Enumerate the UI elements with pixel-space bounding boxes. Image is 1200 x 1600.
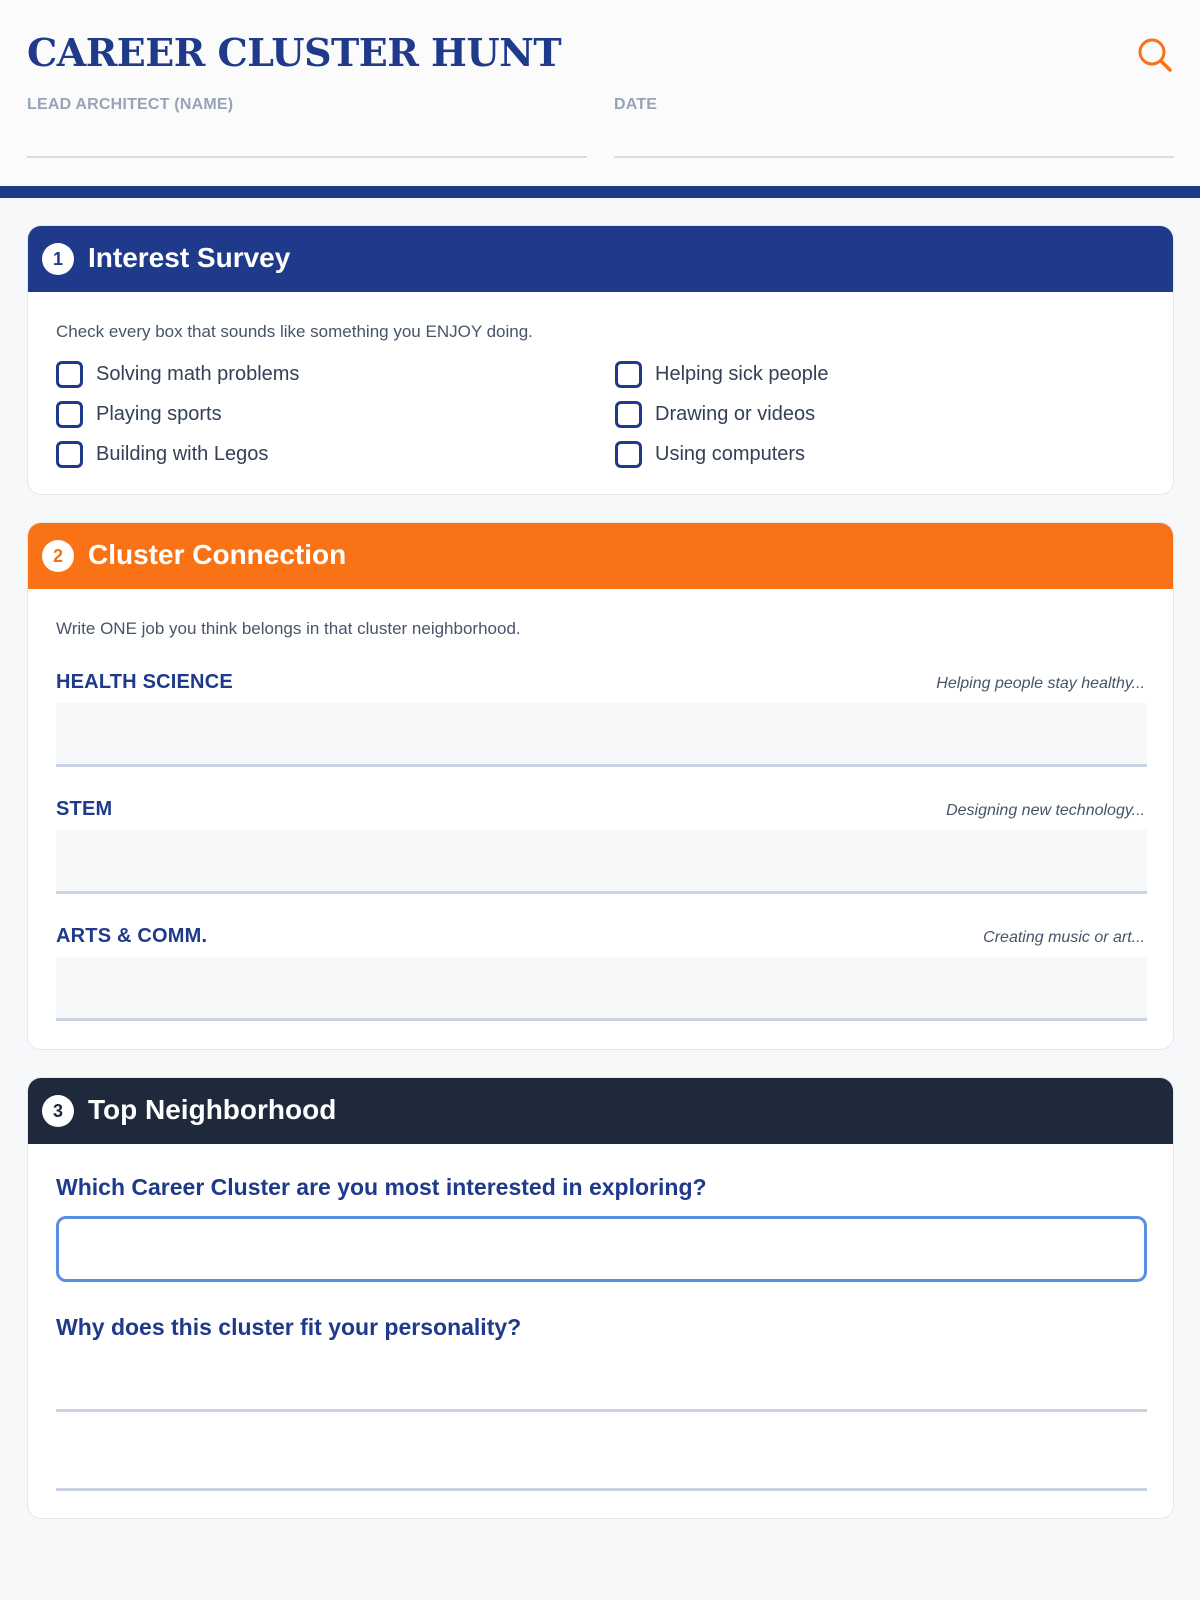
interest-survey-card <box>27 225 1174 495</box>
cluster-label-stem: STEM <box>56 798 113 820</box>
checkbox-label: Solving math problems <box>96 363 300 385</box>
checkbox[interactable] <box>615 441 642 468</box>
cluster-hint-stem: Designing new technology... <box>946 802 1145 819</box>
personality-answer-line[interactable] <box>56 1409 1147 1412</box>
section-number-badge: 2 <box>42 540 74 572</box>
cluster-connection-header <box>28 523 1173 589</box>
cluster-hint-arts-comm: Creating music or art... <box>983 929 1145 946</box>
cluster-instruction: Write ONE job you think belongs in that cluster neighborhood. <box>56 619 521 638</box>
health-science-answer-field[interactable] <box>56 703 1147 767</box>
section-title: Interest Survey <box>88 242 291 273</box>
question-personality-fit: Why does this cluster fit your personality? <box>56 1314 522 1340</box>
cluster-label-health-science: HEALTH SCIENCE <box>56 671 233 693</box>
checkbox-label: Playing sports <box>96 403 222 425</box>
checkbox[interactable] <box>56 401 83 428</box>
question-most-interested: Which Career Cluster are you most interested in exploring? <box>56 1174 707 1200</box>
checkbox-label: Using computers <box>655 443 806 465</box>
cluster-label-arts-comm: ARTS & COMM. <box>56 925 208 947</box>
cluster-hint-health-science: Helping people stay healthy... <box>936 675 1145 692</box>
top-neighborhood-card <box>27 1077 1174 1519</box>
checkbox[interactable] <box>615 401 642 428</box>
checkbox[interactable] <box>56 441 83 468</box>
stem-answer-field[interactable] <box>56 830 1147 894</box>
date-field-label: DATE <box>614 96 658 113</box>
top-neighborhood-header <box>28 1078 1173 1144</box>
personality-answer-line[interactable] <box>56 1488 1147 1491</box>
checkbox[interactable] <box>56 361 83 388</box>
interest-survey-header <box>28 226 1173 292</box>
section-title: Top Neighborhood <box>88 1094 337 1125</box>
name-field-label: LEAD ARCHITECT (NAME) <box>27 96 234 113</box>
section-number-badge: 1 <box>42 243 74 275</box>
checkbox[interactable] <box>615 361 642 388</box>
arts-comm-answer-field[interactable] <box>56 957 1147 1021</box>
cluster-connection-card <box>27 522 1174 1050</box>
career-cluster-input[interactable] <box>56 1216 1147 1282</box>
section-title: Cluster Connection <box>88 539 347 570</box>
page-title: CAREER CLUSTER HUNT <box>27 30 562 75</box>
header-divider <box>0 186 1200 198</box>
name-field[interactable] <box>27 156 587 158</box>
search-icon[interactable] <box>1136 36 1174 74</box>
checkbox-label: Building with Legos <box>96 443 269 465</box>
date-field[interactable] <box>614 156 1174 158</box>
section-number-badge: 3 <box>42 1095 74 1127</box>
survey-instruction: Check every box that sounds like something you ENJOY doing. <box>56 322 533 341</box>
checkbox-label: Drawing or videos <box>655 403 816 425</box>
page-header <box>0 0 1200 186</box>
checkbox-label: Helping sick people <box>655 363 829 385</box>
